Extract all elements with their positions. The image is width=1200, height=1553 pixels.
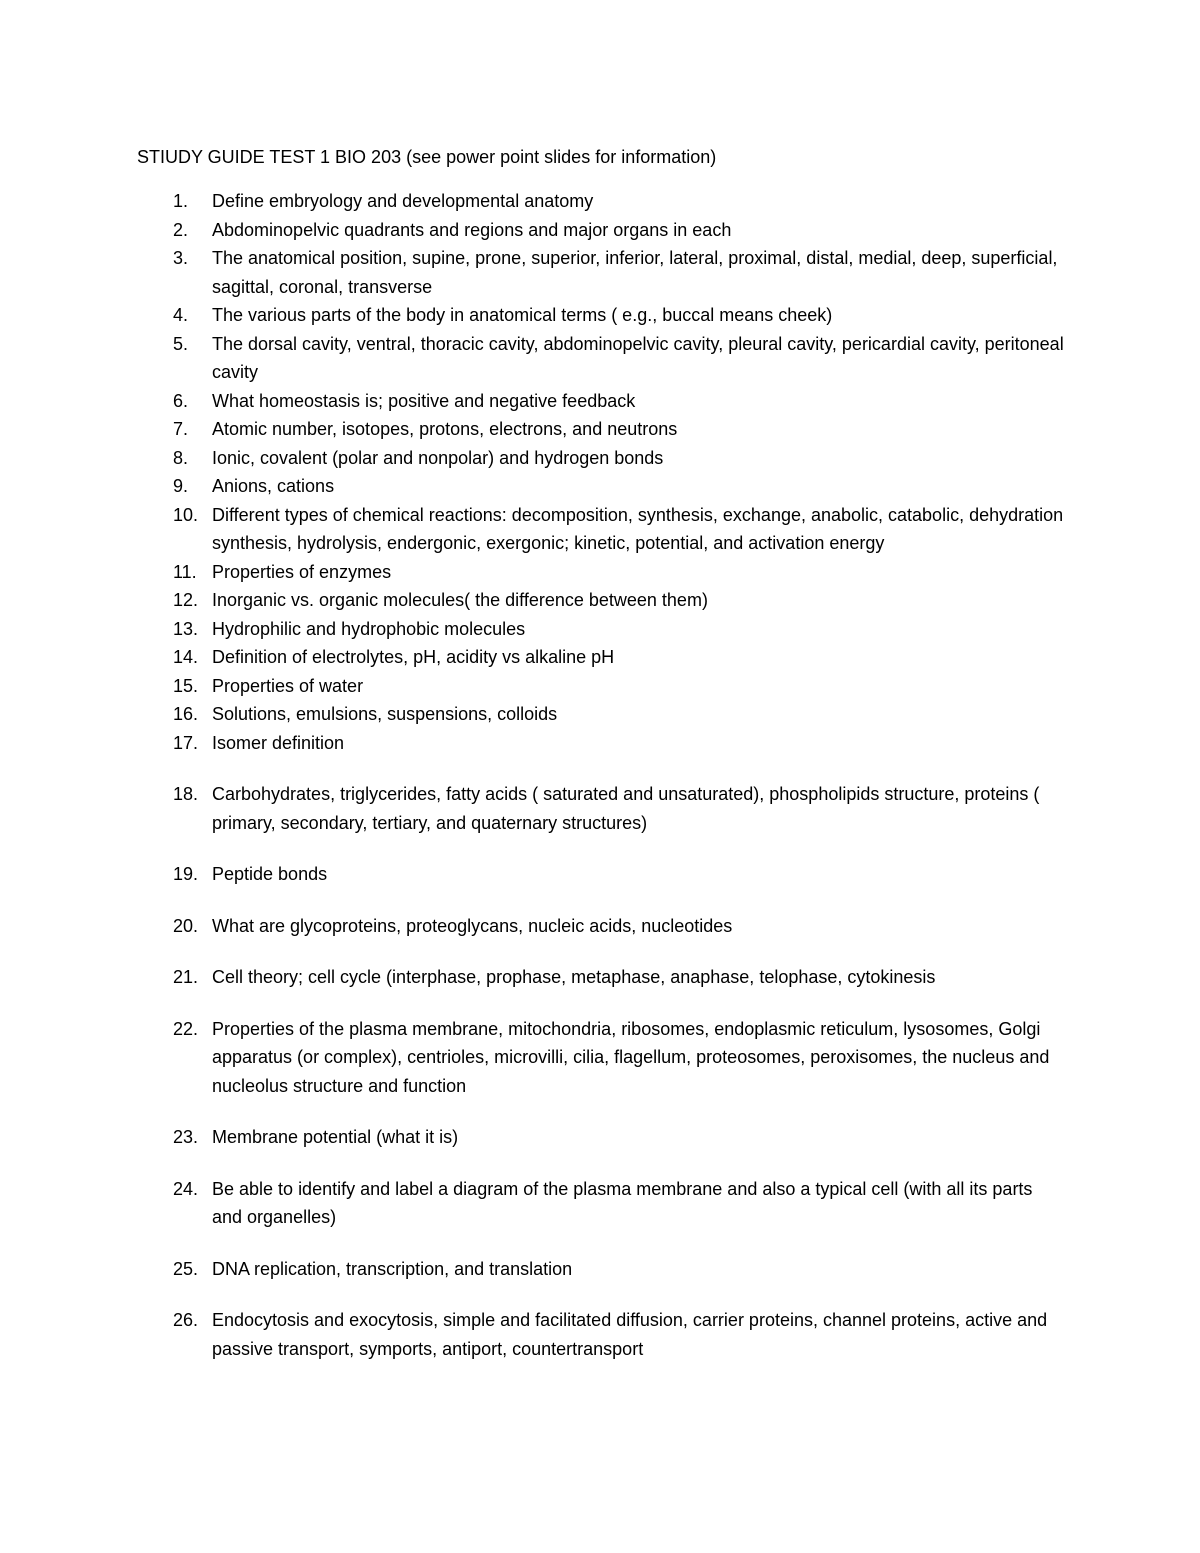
list-item bbox=[137, 301, 1067, 330]
item-text: Properties of the plasma membrane, mitochondria, ribosomes, endoplasmic reticulum, lysosomes, Golgi apparatus (or complex), centrioles, microvilli, cilia, flagellum, proteosomes, peroxisomes, the nucleus and nucleolus structure and function bbox=[212, 1018, 1050, 1096]
item-text: What homeostasis is; positive and negative feedback bbox=[212, 390, 636, 411]
item-text: Inorganic vs. organic molecules( the difference between them) bbox=[212, 590, 708, 610]
list-item bbox=[137, 1015, 1067, 1101]
list-item bbox=[137, 780, 1067, 837]
item-text: The various parts of the body in anatomical terms ( e.g., buccal means cheek) bbox=[212, 305, 833, 325]
list-item bbox=[137, 615, 1067, 644]
item-number: 9. bbox=[173, 476, 189, 496]
item-number: 18. bbox=[173, 784, 199, 804]
item-text: Atomic number, isotopes, protons, electrons, and neutrons bbox=[212, 419, 678, 439]
item-number: 20. bbox=[173, 915, 199, 936]
study-guide-list bbox=[137, 187, 1067, 1363]
item-number: 3. bbox=[173, 248, 189, 268]
item-text: Carbohydrates, triglycerides, fatty acids ( saturated and unsaturated), phospholipids structure, proteins ( primary, secondary, tertiary, and quaternary structures) bbox=[212, 784, 1040, 833]
item-number: 25. bbox=[173, 1258, 199, 1279]
list-item bbox=[137, 860, 1067, 889]
item-number: 10. bbox=[173, 504, 199, 525]
item-text: Hydrophilic and hydrophobic molecules bbox=[212, 618, 526, 639]
item-text: The dorsal cavity, ventral, thoracic cavity, abdominopelvic cavity, pleural cavity, pericardial cavity, peritoneal cavity bbox=[212, 333, 1064, 382]
list-item bbox=[137, 187, 1067, 216]
item-number: 2. bbox=[173, 219, 189, 240]
item-number: 26. bbox=[173, 1310, 199, 1330]
item-text: Define embryology and developmental anatomy bbox=[212, 191, 594, 211]
list-item bbox=[137, 1123, 1067, 1152]
item-number: 6. bbox=[173, 390, 189, 411]
item-text: Definition of electrolytes, pH, acidity vs alkaline pH bbox=[212, 647, 615, 667]
item-number: 21. bbox=[173, 967, 199, 987]
list-item bbox=[137, 472, 1067, 501]
item-number: 12. bbox=[173, 590, 199, 610]
item-text: Isomer definition bbox=[212, 732, 345, 753]
item-text: The anatomical position, supine, prone, superior, inferior, lateral, proximal, distal, medial, deep, superficial, sagittal, coronal, transverse bbox=[212, 248, 1058, 297]
item-number: 5. bbox=[173, 333, 189, 354]
list-item bbox=[137, 586, 1067, 615]
list-item bbox=[137, 963, 1067, 992]
list-item bbox=[137, 672, 1067, 701]
list-item bbox=[137, 216, 1067, 245]
item-text: DNA replication, transcription, and translation bbox=[212, 1258, 573, 1279]
item-text: Solutions, emulsions, suspensions, colloids bbox=[212, 704, 558, 724]
item-text: Anions, cations bbox=[212, 476, 335, 496]
list-item bbox=[137, 1175, 1067, 1232]
item-number: 14. bbox=[173, 647, 199, 667]
item-text: Membrane potential (what it is) bbox=[212, 1127, 459, 1147]
list-item bbox=[137, 387, 1067, 416]
item-number: 19. bbox=[173, 864, 199, 884]
item-number: 17. bbox=[173, 732, 199, 753]
item-text: Be able to identify and label a diagram of the plasma membrane and also a typical cell (with all its parts and organelles) bbox=[212, 1178, 1033, 1227]
item-text: What are glycoproteins, proteoglycans, nucleic acids, nucleotides bbox=[212, 915, 733, 936]
list-item bbox=[137, 444, 1067, 473]
item-number: 1. bbox=[173, 191, 189, 211]
item-number: 7. bbox=[173, 419, 189, 439]
item-text: Properties of enzymes bbox=[212, 561, 392, 582]
item-number: 23. bbox=[173, 1127, 199, 1147]
item-number: 13. bbox=[173, 618, 199, 639]
item-number: 22. bbox=[173, 1018, 199, 1039]
list-item bbox=[137, 912, 1067, 941]
item-number: 15. bbox=[173, 675, 199, 696]
item-text: Endocytosis and exocytosis, simple and facilitated diffusion, carrier proteins, channel proteins, active and passive transport, symports, antiport, countertransport bbox=[212, 1310, 1048, 1359]
item-text: Abdominopelvic quadrants and regions and major organs in each bbox=[212, 219, 732, 240]
item-number: 4. bbox=[173, 305, 189, 325]
list-item bbox=[137, 1306, 1067, 1363]
item-text: Ionic, covalent (polar and nonpolar) and hydrogen bonds bbox=[212, 447, 664, 468]
list-item bbox=[137, 643, 1067, 672]
item-number: 24. bbox=[173, 1178, 199, 1199]
page-title: STIUDY GUIDE TEST 1 BIO 203 (see power point slides for information) bbox=[137, 147, 717, 167]
list-item bbox=[137, 1255, 1067, 1284]
item-text: Peptide bonds bbox=[212, 864, 328, 884]
item-number: 11. bbox=[173, 561, 197, 582]
list-item bbox=[137, 558, 1067, 587]
item-number: 16. bbox=[173, 704, 199, 724]
list-item bbox=[137, 330, 1067, 387]
item-text: Different types of chemical reactions: decomposition, synthesis, exchange, anabolic, catabolic, dehydration synthesis, hydrolysis, endergonic, exergonic; kinetic, potential, and activation energy bbox=[212, 504, 1064, 553]
list-item bbox=[137, 415, 1067, 444]
item-text: Properties of water bbox=[212, 675, 364, 696]
list-item bbox=[137, 244, 1067, 301]
item-number: 8. bbox=[173, 447, 189, 468]
list-item bbox=[137, 729, 1067, 758]
list-item bbox=[137, 700, 1067, 729]
item-text: Cell theory; cell cycle (interphase, prophase, metaphase, anaphase, telophase, cytokinesis bbox=[212, 967, 936, 987]
list-item bbox=[137, 501, 1067, 558]
